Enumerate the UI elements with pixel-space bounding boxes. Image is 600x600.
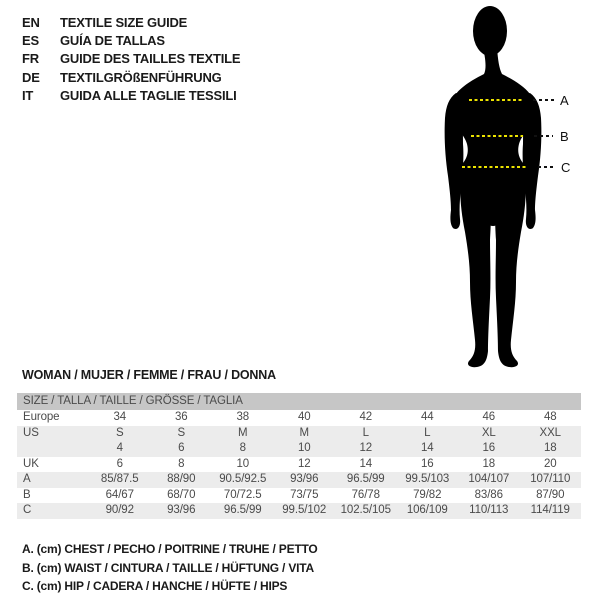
size-cell: 96.5/99 (223, 504, 262, 516)
size-cell: 102.5/105 (340, 504, 391, 516)
size-cell: 16 (420, 457, 434, 470)
size-cell: 10 (236, 457, 250, 470)
size-cell: 18 (543, 442, 557, 454)
size-cell: 16 (482, 442, 496, 454)
size-cell: 38 (236, 411, 250, 423)
size-cell: 73/75 (290, 488, 319, 501)
size-cell: 107/110 (530, 473, 571, 485)
size-cell: 8 (239, 442, 246, 454)
size-cell: 106/109 (406, 504, 448, 516)
size-cell: 18 (482, 457, 496, 470)
language-code: DE (22, 69, 40, 85)
measure-b-label: B (560, 129, 569, 144)
size-cell: 6 (178, 442, 185, 454)
size-cell: 48 (543, 411, 557, 423)
size-table-header: SIZE / TALLA / TAILLE / GRÖSSE / TAGLIA (17, 393, 581, 410)
size-cell: 4 (116, 442, 123, 454)
size-cell: 90.5/92.5 (219, 473, 267, 485)
size-cell: 85/87.5 (100, 473, 139, 485)
language-list (22, 13, 240, 105)
size-cell: 12 (359, 442, 373, 454)
size-cell: 14 (420, 442, 434, 454)
size-cell: 90/92 (105, 504, 134, 516)
table-row (17, 441, 581, 457)
language-title: TEXTILGRÖßENFÜHRUNG (60, 69, 222, 85)
table-row (17, 410, 581, 426)
size-cell: 44 (420, 411, 434, 423)
size-cell: 36 (174, 411, 188, 423)
table-row (17, 457, 581, 473)
table-row (17, 426, 581, 442)
size-cell: 110/113 (469, 504, 509, 516)
silhouette-right-leg (495, 175, 526, 367)
silhouette-left-arm (445, 93, 464, 229)
language-title: GUÍA DE TALLAS (60, 33, 165, 49)
size-cell: S (115, 426, 124, 439)
table-row (17, 472, 581, 488)
size-cell: 93/96 (290, 473, 319, 485)
row-label: C (23, 504, 32, 516)
language-row (22, 13, 240, 31)
gender-heading: WOMAN / MUJER / FEMME / FRAU / DONNA (22, 368, 276, 382)
size-cell: 93/96 (167, 504, 196, 516)
size-cell: 42 (359, 411, 373, 423)
table-row (17, 488, 581, 504)
size-cell: 104/107 (468, 473, 510, 485)
size-cell: 46 (482, 411, 496, 423)
language-row (22, 31, 240, 49)
size-cell: 99.5/102 (282, 504, 327, 516)
row-label: US (23, 426, 39, 439)
size-cell: 10 (297, 442, 311, 454)
woman-silhouette-icon (445, 6, 542, 367)
legend-line: B. (cm) WAIST / CINTURA / TAILLE / HÜFTUNG / VITA (22, 560, 314, 575)
language-title: GUIDA ALLE TAGLIE TESSILI (60, 88, 237, 104)
row-label: Europe (23, 411, 60, 423)
size-cell: XL (481, 426, 496, 439)
language-row (22, 87, 240, 105)
size-cell: XXL (539, 426, 561, 439)
size-cell: 34 (113, 411, 127, 423)
language-row (22, 50, 240, 68)
size-cell: S (177, 426, 186, 439)
size-cell: 40 (297, 411, 311, 423)
size-cell: 20 (543, 457, 557, 470)
measure-c-label: C (561, 160, 571, 175)
legend-line: C. (cm) HIP / CADERA / HANCHE / HÜFTE / HIPS (22, 579, 288, 593)
size-cell: 64/67 (105, 488, 134, 501)
language-row (22, 68, 240, 86)
measure-a-label: A (560, 93, 569, 108)
size-cell: 68/70 (167, 488, 196, 501)
size-cell: M (238, 426, 248, 439)
row-label: A (23, 473, 31, 485)
size-cell: 14 (359, 457, 373, 470)
size-cell: 6 (116, 457, 123, 470)
row-label: B (23, 488, 31, 501)
size-cell: M (299, 426, 309, 439)
size-cell: 12 (297, 457, 311, 470)
language-code: FR (22, 51, 39, 67)
language-code: IT (22, 88, 34, 104)
language-title: TEXTILE SIZE GUIDE (60, 14, 188, 30)
size-table (17, 393, 581, 519)
size-cell: 88/90 (167, 473, 196, 485)
language-code: ES (22, 33, 39, 49)
measurement-legend (22, 540, 318, 596)
silhouette-right-arm (522, 93, 541, 229)
legend-line: A. (cm) CHEST / PECHO / POITRINE / TRUHE / PETTO (22, 542, 318, 556)
size-cell: 70/72.5 (223, 488, 262, 501)
table-row (17, 503, 581, 519)
silhouette-left-leg (460, 175, 491, 367)
size-cell: 114/119 (530, 504, 570, 516)
size-cell: L (362, 426, 369, 439)
row-label: UK (23, 457, 39, 470)
language-title: GUIDE DES TAILLES TEXTILE (60, 51, 241, 67)
size-cell: 8 (178, 457, 185, 470)
language-code: EN (22, 14, 40, 30)
size-cell: 79/82 (413, 488, 442, 501)
size-cell: 96.5/99 (346, 473, 385, 485)
row-label (17, 441, 89, 457)
size-cell: 76/78 (351, 488, 380, 501)
size-cell: 87/90 (536, 488, 565, 501)
size-table-rows (17, 410, 581, 519)
size-figure (415, 0, 600, 380)
size-cell: 99.5/103 (405, 473, 450, 485)
size-cell: L (424, 426, 431, 439)
size-cell: 83/86 (474, 488, 503, 501)
